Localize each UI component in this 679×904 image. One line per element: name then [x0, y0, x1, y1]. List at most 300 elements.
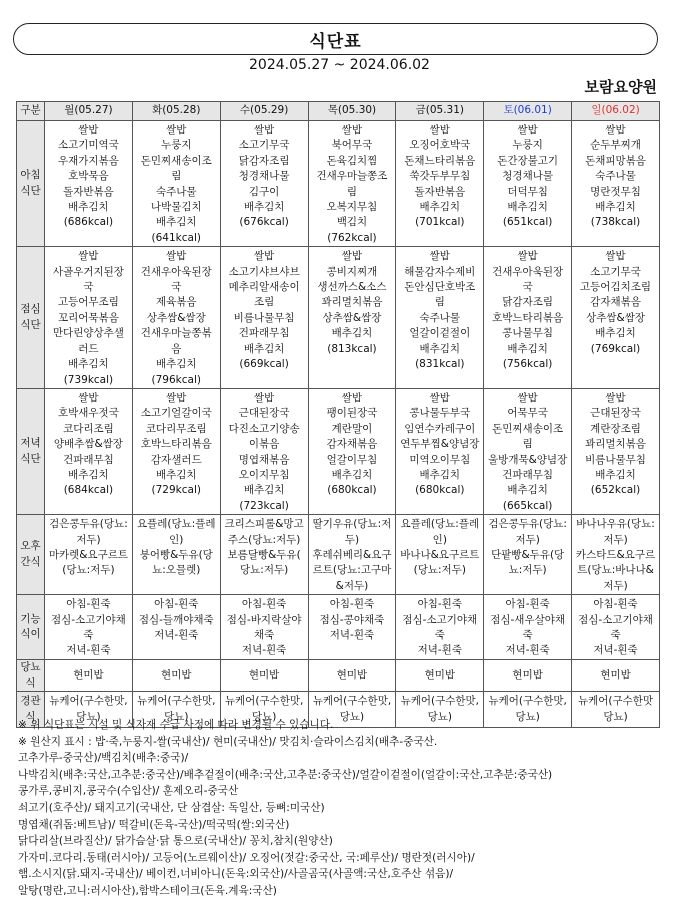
menu-cell	[132, 595, 220, 660]
menu-item: 배추김치	[243, 484, 285, 497]
menu-item: 쌀밥	[429, 124, 450, 136]
menu-item: 생선까스&소스	[317, 281, 387, 294]
menu-item: 현미밥	[161, 668, 192, 681]
menu-item: 비름나물무침	[233, 311, 295, 324]
menu-item: 쌀밥	[605, 124, 626, 136]
menu-item: 현미밥	[73, 668, 104, 681]
menu-item: 크리스피롤&망고	[224, 518, 304, 531]
menu-item: (641kcal)	[151, 231, 201, 244]
menu-item: (813kcal)	[327, 342, 377, 355]
menu-item: (831kcal)	[415, 358, 465, 371]
menu-item: 점심-새우살야채	[490, 613, 566, 626]
menu-item: 저두)	[76, 533, 101, 546]
menu-item: 꽈리멸치볶음	[585, 438, 646, 451]
menu-item: 배추김치	[68, 358, 109, 371]
menu-item: 건새우아욱된장	[492, 265, 564, 278]
menu-cell	[132, 515, 220, 595]
menu-item: 콩비지찌개	[326, 265, 378, 278]
menu-cell	[45, 247, 133, 389]
menu-item: 뉴케어(구수한맛,	[137, 695, 216, 708]
menu-item: 이볶음	[248, 438, 280, 451]
menu-item: 계란말이	[331, 422, 373, 435]
menu-item: 연두부찜&양념장	[400, 438, 480, 451]
menu-item: 쌀밥	[166, 124, 187, 136]
menu-cell	[308, 247, 396, 389]
menu-table	[16, 101, 660, 728]
note-line: 고추가루-중국산)/백김치(배추:중국)/	[18, 752, 189, 765]
menu-item: 뉴케어(구수한맛,	[49, 695, 128, 708]
header-day: 목(05.30)	[308, 102, 396, 121]
menu-cell	[45, 388, 133, 514]
row-label	[17, 595, 45, 660]
menu-item: 당뇨)	[603, 710, 628, 723]
menu-item: 점심-바지락살야	[226, 613, 302, 626]
menu-item: 청경채나물	[502, 170, 553, 183]
menu-cell	[572, 595, 660, 660]
menu-item: 배추김치	[331, 327, 373, 340]
menu-item: 죽	[522, 629, 533, 641]
menu-item: 저녁-흰죽	[417, 644, 462, 657]
menu-item: 북어무국	[331, 139, 373, 152]
menu-item: 소고기샤브샤브	[228, 265, 300, 278]
menu-cell	[132, 247, 220, 389]
menu-item: 오이지무침	[238, 468, 290, 481]
menu-item: 배추김치	[507, 342, 548, 355]
menu-item: 사골우거지된장	[52, 265, 124, 278]
menu-item: 건새우아욱된장	[140, 265, 212, 278]
menu-cell	[484, 660, 572, 692]
menu-item: 점심-콩야채죽	[319, 613, 385, 626]
menu-item: 건새우마늘쫑조	[316, 170, 388, 183]
menu-cell	[484, 595, 572, 660]
menu-item: 돈채느타리볶음	[404, 154, 476, 167]
header-day: 수(05.29)	[220, 102, 308, 121]
menu-item: 배추김치	[331, 468, 373, 481]
menu-item: 배추김치	[419, 342, 461, 355]
menu-item: 아침-흰죽	[505, 598, 550, 611]
menu-item: (680kcal)	[415, 484, 465, 497]
menu-item: 배추김치	[68, 201, 109, 214]
menu-cell	[308, 595, 396, 660]
menu-item: 숙주나물	[155, 185, 197, 198]
menu-cell	[308, 660, 396, 692]
menu-item: 국	[522, 281, 533, 294]
menu-item: 저녁-흰죽	[505, 644, 550, 657]
menu-item: 쌀밥	[78, 250, 99, 263]
menu-item: (769kcal)	[590, 342, 641, 355]
page-title: 식단표	[309, 31, 362, 52]
menu-cell	[308, 388, 396, 514]
menu-item: 아침-흰죽	[154, 598, 199, 611]
menu-item: 아침-흰죽	[66, 598, 111, 611]
menu-cell	[132, 121, 220, 247]
note-line: ※ 위 식단표는 시설 및 식자재 수급 사정에 따라 변경될 수 있습니다.	[18, 719, 334, 731]
menu-period: 2024.05.27 ~ 2024.06.02	[249, 57, 430, 73]
menu-item: 건파래무침	[502, 468, 553, 481]
menu-item: 러드	[78, 342, 99, 355]
menu-item: 현미밥	[512, 668, 543, 681]
menu-item: 배추김치	[155, 468, 197, 481]
menu-item: 당뇨:저두)	[240, 564, 289, 577]
menu-item: 꽈리멸치볶음	[321, 296, 383, 309]
menu-item: 돌자반볶음	[63, 185, 114, 198]
menu-item: 뇨:저두)	[508, 564, 547, 577]
menu-item: 순두부찌개	[590, 139, 641, 152]
note-line: 쇠고기(호주산)/ 돼지고기(국내산, 단 삼겹살: 독일산, 등뼈:미국산)	[18, 801, 325, 814]
menu-item: 쌀밥	[429, 391, 450, 404]
menu-item: 나박물김치	[150, 201, 202, 214]
menu-item: 콩나물무침	[502, 327, 553, 340]
menu-item: 근대된장국	[590, 407, 641, 420]
menu-item: 얼갈이무침	[326, 453, 378, 466]
menu-item: 코다리조림	[63, 422, 114, 435]
menu-item: 죽	[83, 629, 94, 641]
menu-item: (738kcal)	[590, 216, 641, 229]
row-label	[17, 121, 45, 247]
row-label-line: 간식	[20, 555, 41, 568]
row-label-line: 저녁	[20, 437, 41, 450]
menu-item: 쌀밥	[341, 391, 363, 404]
menu-item: 점심-들깨야채죽	[138, 613, 214, 626]
menu-item: 호박새우젓국	[57, 407, 119, 420]
note-line: 콩가루,콩비지,콩국수(수입산)/ 훈제오리-중국산	[18, 785, 239, 798]
menu-item: 숙주나물	[419, 311, 461, 324]
menu-item: 쌀밥	[166, 250, 187, 263]
menu-item: (796kcal)	[151, 373, 201, 386]
menu-item: (686kcal)	[63, 216, 114, 229]
menu-item: (당뇨:저두)	[413, 564, 466, 577]
menu-item: 백김치	[336, 216, 368, 229]
menu-cell	[308, 515, 396, 595]
menu-item: 쌀밥	[605, 391, 626, 404]
menu-item: 검은콩두유(당뇨:	[488, 518, 567, 531]
menu-item: 쌀밥	[517, 391, 538, 404]
menu-item: 콩나물두부국	[409, 407, 471, 420]
menu-cell	[396, 660, 484, 692]
menu-item: 돈민찌새송이조	[140, 154, 212, 167]
menu-item: (701kcal)	[415, 216, 465, 229]
menu-cell	[308, 121, 396, 247]
header-day-sunday: 일(06.02)	[572, 102, 660, 121]
menu-item: 림	[434, 296, 445, 309]
menu-item: 배추김치	[243, 201, 285, 214]
menu-cell	[220, 515, 308, 595]
menu-item: 조림	[253, 296, 275, 309]
menu-item: 저녁-흰죽	[241, 644, 287, 657]
menu-item: 쌀밥	[253, 124, 275, 136]
menu-item: 돈간장불고기	[497, 154, 559, 167]
menu-item: 아침-흰죽	[241, 598, 287, 611]
menu-item: 청경채나물	[238, 170, 290, 183]
menu-item: 쌀밥	[166, 391, 187, 404]
header-corner: 구분	[17, 102, 45, 121]
menu-item: 소고기미역국	[57, 139, 119, 152]
menu-item: 뉴케어(구수한맛,	[488, 695, 567, 708]
menu-item: 주스(당뇨:저두)	[227, 533, 301, 546]
menu-cell	[45, 515, 133, 595]
row-label-line: 식이	[20, 628, 41, 641]
menu-cell	[220, 595, 308, 660]
menu-item: 배추김치	[595, 201, 636, 214]
row-label	[17, 247, 45, 389]
menu-item: 뉴케어(구수한맛,	[224, 695, 304, 708]
row-label	[17, 660, 45, 692]
menu-item: 김구이	[248, 185, 280, 198]
menu-item: 소고기무국	[238, 139, 290, 152]
row-snack	[17, 515, 660, 595]
menu-item: 계란장조림	[590, 422, 641, 435]
menu-item: 뉴케어(구수한맛,	[400, 695, 480, 708]
menu-cell	[45, 121, 133, 247]
menu-item: 돈채피망볶음	[585, 154, 646, 167]
menu-item: 돌자반볶음	[414, 185, 466, 198]
header-day-saturday: 토(06.01)	[484, 102, 572, 121]
menu-item: (739kcal)	[63, 373, 114, 386]
menu-item: 점심-소고기야채	[51, 613, 126, 626]
menu-cell	[220, 388, 308, 514]
row-label-line: 점심	[20, 303, 41, 316]
menu-cell	[220, 660, 308, 692]
menu-item: 채죽	[253, 629, 275, 641]
menu-item: (723kcal)	[239, 499, 289, 512]
menu-item: 현미밥	[248, 668, 280, 681]
menu-item: 검은콩두유(당뇨:	[49, 518, 128, 531]
menu-item: 요플레(당뇨:플레	[400, 518, 480, 531]
menu-item: 해물감자수제비	[404, 265, 476, 278]
menu-item: 쌀밥	[253, 391, 275, 404]
menu-item: 저두)	[603, 533, 628, 546]
menu-cell	[396, 121, 484, 247]
menu-item: 당뇨)	[251, 710, 277, 723]
menu-item: 감자샐러드	[150, 453, 202, 466]
menu-cell	[572, 121, 660, 247]
menu-item: 배추김치	[68, 468, 109, 481]
menu-item: 근대된장국	[238, 407, 290, 420]
menu-item: 점심-소고기야채	[402, 613, 478, 626]
menu-item: 저녁-흰죽	[329, 629, 375, 641]
menu-cell	[132, 388, 220, 514]
menu-item: 죽	[610, 629, 621, 641]
menu-item: 쌀밥	[517, 250, 538, 263]
row-dinner	[17, 388, 660, 514]
menu-item: 건파래무침	[63, 453, 114, 466]
menu-item: 상추쌈&쌈장	[586, 311, 645, 324]
facility-name: 보람요양원	[584, 78, 657, 96]
note-line: 햄.소시지(닭.돼지-국내산)/ 베이컨,너비아니(돈육:외국산)/사골곰국(사골액:국산,호주산 섞음)/	[18, 868, 454, 881]
menu-item: 저녁-흰죽	[66, 644, 111, 657]
menu-item: 현미밥	[336, 668, 368, 681]
menu-cell	[396, 515, 484, 595]
menu-item: 오징어호박국	[409, 139, 471, 152]
menu-item: (729kcal)	[151, 484, 201, 497]
menu-item: 두)	[344, 533, 360, 546]
notes-section	[18, 717, 668, 900]
menu-item: (651kcal)	[502, 216, 553, 229]
menu-item: 명란젓무침	[590, 185, 641, 198]
menu-item: 르트(당뇨:고구마	[312, 564, 392, 577]
menu-item: 쌀밥	[78, 124, 99, 136]
note-line: 가자미.코다리.동태(러시아)/ 고등어(노르웨이산)/ 오징어(젓갈:중국산, 국:페루산)/ 명란젓(러시아)/	[18, 851, 475, 864]
row-label	[17, 515, 45, 595]
menu-item: 배추김치	[507, 484, 548, 497]
menu-item: 오복지무침	[326, 201, 378, 214]
menu-item: 감자채볶음	[326, 438, 378, 451]
menu-item: (665kcal)	[502, 499, 553, 512]
menu-item: 울방개묵&양념장	[488, 453, 568, 466]
menu-item: 배추김치	[507, 201, 548, 214]
menu-item: 상추쌈&쌈장	[322, 311, 382, 324]
menu-item: (762kcal)	[327, 231, 377, 244]
menu-cell	[484, 388, 572, 514]
note-line: 명엽채(쥐돔:베트남)/ 떡갈비(돈육-국산)/떡국떡(쌀:외국산)	[18, 818, 290, 831]
menu-item: 쌀밥	[341, 124, 363, 136]
menu-item: 딸기우유(당뇨:저	[312, 518, 392, 531]
menu-item: 붕어빵&두유(당	[139, 548, 213, 561]
menu-item: 쌀밥	[429, 250, 450, 263]
menu-item: 아침-흰죽	[593, 598, 638, 611]
menu-item: 고등어김치조림	[580, 281, 652, 294]
menu-item: 배추김치	[419, 201, 461, 214]
header-row	[17, 102, 660, 121]
menu-item: 뇨:오믈렛)	[152, 564, 201, 577]
menu-cell	[572, 247, 660, 389]
menu-item: 제육볶음	[155, 296, 197, 309]
menu-item: 호박느타리볶음	[140, 438, 212, 451]
row-label-line: 당뇨	[20, 661, 41, 674]
menu-item: 현미밥	[600, 668, 631, 681]
row-label-line: 식	[25, 710, 36, 723]
row-functional-diet	[17, 595, 660, 660]
menu-item: 아침-흰죽	[417, 598, 462, 611]
menu-cell	[45, 660, 133, 692]
row-label-line: 식단	[20, 318, 41, 331]
menu-item: 닭감자조림	[502, 296, 553, 309]
menu-item: 소고기무국	[590, 265, 641, 278]
menu-item: 쌀밥	[78, 391, 99, 404]
menu-item: 다진소고기양송	[228, 422, 300, 435]
header-day: 월(05.27)	[45, 102, 133, 121]
row-label-line: 기능	[20, 612, 41, 625]
menu-item: 더덕무침	[507, 185, 548, 198]
menu-item: 메추리알새송이	[228, 281, 300, 294]
menu-item: 팽이된장국	[326, 407, 378, 420]
menu-item: 고등어무조림	[57, 296, 119, 309]
menu-item: 아침-흰죽	[329, 598, 375, 611]
menu-cell	[484, 247, 572, 389]
menu-item: 배추김치	[243, 342, 285, 355]
menu-item: 배추김치	[419, 468, 461, 481]
menu-item: (680kcal)	[327, 484, 377, 497]
menu-item: 현미밥	[424, 668, 456, 681]
menu-item: 배추김치	[595, 327, 636, 340]
menu-item: 트(당뇨:바나나&	[577, 564, 654, 577]
menu-cell	[396, 388, 484, 514]
note-line: 알탕(명란,고니:러시아산),함박스테이크(돈육.계육:국산)	[18, 884, 277, 897]
menu-item: 돈안심단호박조	[404, 281, 476, 294]
menu-cell	[484, 515, 572, 595]
menu-item: 국	[171, 281, 182, 294]
menu-item: 호박느타리볶음	[492, 311, 564, 324]
menu-cell	[220, 247, 308, 389]
menu-item: 바나나우유(당뇨:	[576, 518, 655, 531]
menu-item: 저녁-흰죽	[154, 629, 199, 641]
menu-item: 림	[346, 185, 358, 198]
menu-item: 국	[83, 281, 94, 294]
menu-item: 누룽지	[161, 139, 192, 152]
menu-item: 배추김치	[155, 216, 197, 229]
menu-item: 상추쌈&쌈장	[146, 311, 206, 324]
menu-item: 카스타드&요구르	[575, 548, 656, 561]
row-label-line: 아침	[20, 169, 41, 182]
menu-item: (684kcal)	[63, 484, 114, 497]
menu-item: 점심-소고기야채	[578, 613, 653, 626]
menu-item: (669kcal)	[239, 358, 289, 371]
menu-item: 저두)	[515, 533, 540, 546]
menu-item: 단팥빵&두유(당	[491, 548, 565, 561]
menu-item: 닭감자조림	[238, 154, 290, 167]
menu-item: 임연수카레구이	[404, 422, 476, 435]
menu-item: (652kcal)	[590, 484, 641, 497]
menu-item: 양배추쌈&쌈장	[53, 438, 123, 451]
menu-cell	[45, 595, 133, 660]
menu-item: 배추김치	[155, 358, 197, 371]
menu-item: 당뇨)	[76, 710, 101, 723]
menu-item: (756kcal)	[502, 358, 553, 371]
menu-item: 저두)	[603, 579, 628, 592]
menu-item: (676kcal)	[239, 216, 289, 229]
menu-item: 쌀밥	[605, 250, 626, 263]
menu-cell	[396, 595, 484, 660]
menu-cell	[396, 247, 484, 389]
menu-item: 뉴케어(구수한맛,	[312, 695, 392, 708]
menu-item: 소고기얼갈이국	[140, 407, 212, 420]
menu-cell	[132, 660, 220, 692]
menu-item: 뉴케어(구수한맛	[577, 695, 654, 708]
menu-item: 배추김치	[595, 468, 636, 481]
menu-item: 숙주나물	[595, 170, 636, 183]
row-label-line: 식단	[20, 452, 41, 465]
menu-item: 호박묵음	[68, 170, 109, 183]
title-banner	[13, 23, 658, 55]
menu-item: 당뇨)	[164, 710, 189, 723]
menu-item: 미역오이무침	[409, 453, 471, 466]
menu-item: 림	[171, 170, 182, 183]
menu-item: 쌀밥	[517, 124, 538, 136]
menu-item: (당뇨:저두)	[62, 564, 115, 577]
note-line: 나박김치(배추:국산,고추분:중국산)/배추겉절이(배추:국산,고추분:중국산)/얼갈이겉절이(얼갈이:국산,고추분:중국산)	[18, 768, 553, 781]
menu-item: 당뇨)	[427, 710, 452, 723]
row-lunch	[17, 247, 660, 389]
menu-item: 건파래무침	[238, 327, 290, 340]
row-label	[17, 388, 45, 514]
menu-cell	[484, 121, 572, 247]
menu-item: 인)	[432, 533, 447, 546]
menu-cell	[572, 515, 660, 595]
menu-item: 코다리무조림	[145, 422, 207, 435]
menu-item: 보름달빵&두유(	[227, 548, 301, 561]
menu-item: 바나나&요구르트	[400, 548, 480, 561]
menu-item: 인)	[169, 533, 184, 546]
menu-item: 죽	[434, 629, 445, 641]
note-line: ※ 원산지 표시 : 밥·죽,누룽지-쌀(국내산)/ 현미(국내산)/ 맛김치·슬라이스김치(배추-중국산.	[18, 735, 438, 748]
row-label-line: 오후	[20, 540, 41, 553]
menu-item: 후레쉬베리&요구	[312, 548, 392, 561]
menu-item: 음	[171, 342, 182, 355]
menu-item: 우재가지볶음	[57, 154, 119, 167]
menu-item: 저녁-흰죽	[593, 644, 638, 657]
menu-item: 비름나물무침	[585, 453, 646, 466]
menu-item: 만다린양상추샐	[52, 327, 124, 340]
